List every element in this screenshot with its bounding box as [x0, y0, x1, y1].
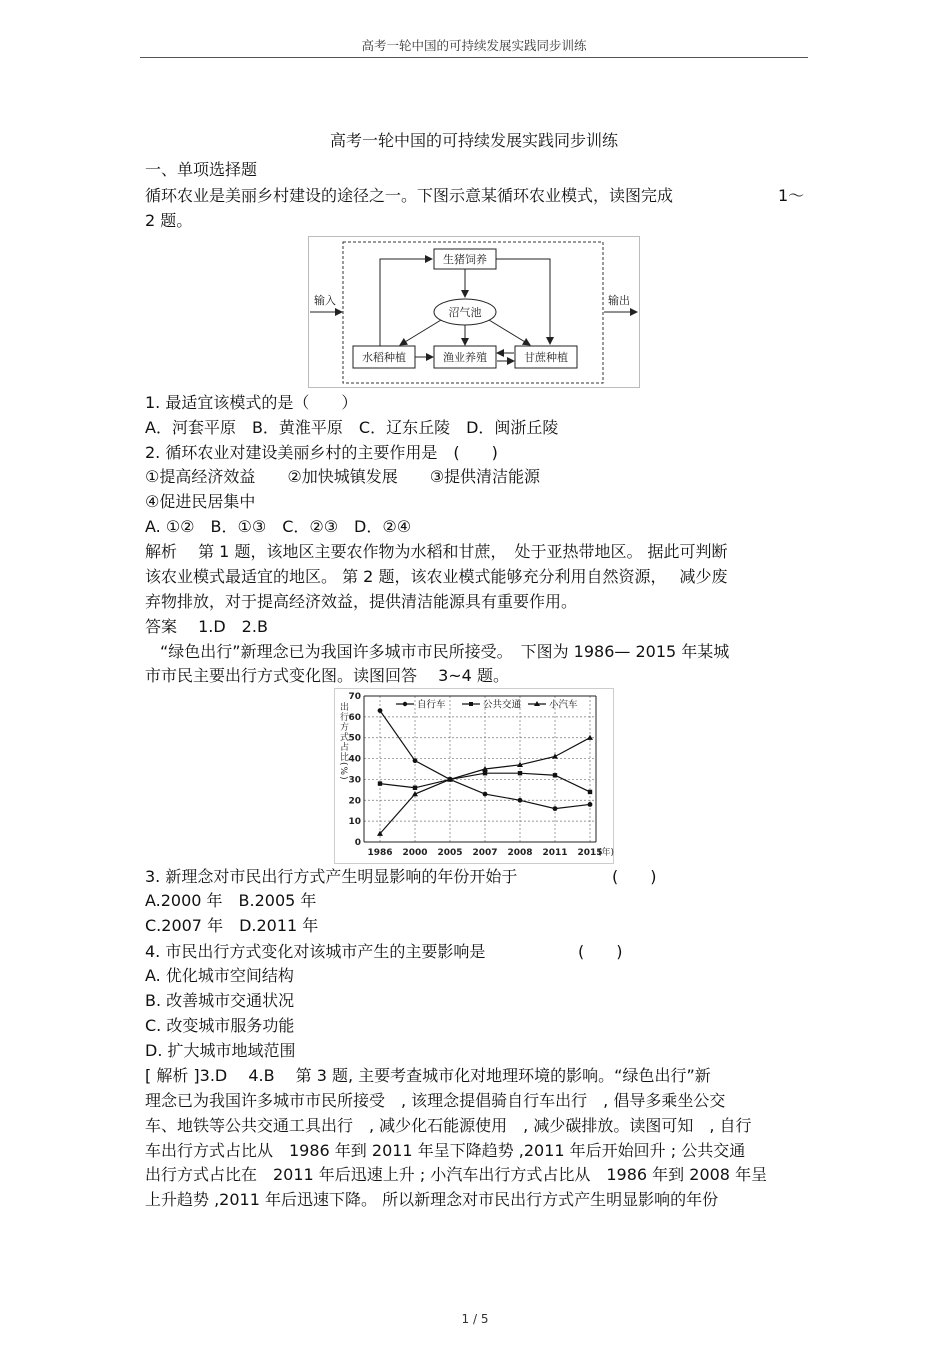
header-divider: [140, 57, 808, 58]
page-header: 高考一轮中国的可持续发展实践同步训练: [361, 38, 587, 53]
x-tick-label: 2007: [472, 848, 498, 858]
data-point: [518, 798, 523, 803]
data-point: [413, 786, 417, 790]
x-tick-label: 2005: [437, 848, 463, 858]
question-3-options-1: A.2000 年 B.2005 年: [145, 891, 317, 910]
question-4-option-c: C. 改变城市服务功能: [145, 1016, 295, 1035]
analysis-1-line-3: 弃物排放，对于提高经济效益，提供清洁能源具有重要作用。: [145, 592, 578, 611]
analysis-2-line-4: 车出行方式占比从 1986 年到 2011 年呈下降趋势 ,2011 年后开始回升 ; 公共交通: [145, 1141, 746, 1160]
data-point: [588, 802, 593, 807]
legend-label: 自行车: [417, 699, 446, 711]
question-4-paren: ( ): [578, 942, 623, 961]
answer-1: 答案 1.D 2.B: [145, 617, 268, 636]
fish-label: 渔业养殖: [443, 351, 487, 364]
legend-label: 小汽车: [549, 699, 578, 711]
question-4: 4. 市民出行方式变化对该城市产生的主要影响是: [145, 942, 486, 961]
section-heading: 一、单项选择题: [145, 160, 258, 179]
question-2-options: A. ①② B．①③ C．②③ D．②④: [145, 517, 412, 536]
document-title: 高考一轮中国的可持续发展实践同步训练: [329, 131, 618, 150]
analysis-1-line-1: 解析 第 1 题，该地区主要农作物为水稻和甘蔗， 处于亚热带地区。 据此可判断: [145, 542, 728, 561]
question-3: 3. 新理念对市民出行方式产生明显影响的年份开始于: [145, 867, 518, 886]
y-tick-label: 60: [348, 712, 361, 723]
intro-paragraph-1-cont: 2 题。: [145, 211, 193, 230]
intro-range: 1～: [778, 186, 805, 205]
question-2-items: ①提高经济效益 ②加快城镇发展 ③提供清洁能源: [145, 467, 541, 486]
travel-mode-chart: [334, 688, 614, 864]
y-tick-label: 20: [348, 796, 361, 807]
analysis-2-line-5: 出行方式占比在 2011 年后迅速上升 ; 小汽车出行方式占比从 1986 年到 2008 年呈: [145, 1165, 768, 1184]
analysis-2-line-2: 理念已为我国许多城市市民所接受 , 该理念提倡骑自行车出行 , 倡导多乘坐公交: [145, 1091, 726, 1110]
question-1: 1. 最适宜该模式的是（ ）: [145, 393, 358, 412]
y-tick-label: 50: [348, 733, 361, 744]
data-point: [553, 773, 557, 777]
data-point: [553, 806, 558, 811]
y-tick-label: 30: [348, 775, 361, 786]
biogas-label: 沼气池: [448, 306, 482, 319]
page-number: 1 / 5: [461, 1312, 489, 1326]
analysis-2-line-3: 车、地铁等公共交通工具出行 , 减少化石能源使用 , 减少碳排放。读图可知 , 自行: [145, 1116, 752, 1135]
legend-label: 公共交通: [483, 699, 522, 711]
data-point: [483, 771, 487, 775]
y-axis-label: 出行方式占比(%): [338, 702, 348, 781]
pig-label: 生猪饲养: [443, 253, 487, 266]
data-point: [378, 708, 383, 713]
cane-label: 甘蔗种植: [524, 351, 568, 364]
question-2: 2. 循环农业对建设美丽乡村的主要作用是 ( ): [145, 443, 498, 462]
question-4-option-a: A. 优化城市空间结构: [145, 966, 294, 985]
data-point: [378, 781, 382, 785]
circular-agriculture-diagram: [308, 236, 640, 388]
data-point: [588, 790, 592, 794]
x-tick-label: 2015: [577, 848, 603, 858]
data-point: [413, 758, 418, 763]
question-3-paren: ( ): [612, 867, 657, 886]
x-tick-label: 2008: [507, 848, 533, 858]
intro-paragraph-1: 循环农业是美丽乡村建设的途径之一。下图示意某循环农业模式，读图完成: [145, 186, 674, 205]
x-tick-label: 1986: [367, 848, 393, 858]
y-tick-label: 10: [348, 817, 361, 828]
y-tick-label: 40: [348, 754, 361, 765]
output-label: 输出: [608, 294, 630, 307]
question-4-option-d: D. 扩大城市地域范围: [145, 1041, 296, 1060]
input-label: 输入: [314, 294, 336, 307]
legend-marker: [469, 702, 473, 706]
data-point: [552, 753, 558, 758]
x-tick-label: 2011: [542, 848, 568, 858]
rice-label: 水稻种植: [362, 351, 406, 364]
intro-paragraph-2-cont: 市市民主要出行方式变化图。读图回答 3~4 题。: [145, 666, 509, 685]
data-point: [483, 792, 488, 797]
question-3-options-2: C.2007 年 D.2011 年: [145, 916, 319, 935]
intro-paragraph-2: “绿色出行”新理念已为我国许多城市市民所接受。 下图为 1986— 2015 年某城: [160, 642, 730, 661]
question-1-options: A．河套平原 B．黄淮平原 C．辽东丘陵 D．闽浙丘陵: [145, 418, 559, 437]
data-point: [518, 771, 522, 775]
legend-marker: [403, 702, 407, 706]
y-tick-label: 70: [348, 692, 361, 702]
data-point: [587, 735, 593, 740]
y-tick-label: 0: [354, 838, 361, 848]
x-tick-label: 2000: [402, 848, 428, 858]
x-axis-unit: (年): [598, 848, 614, 858]
question-4-option-b: B. 改善城市交通状况: [145, 991, 295, 1010]
analysis-2-line-6: 上升趋势 ,2011 年后迅速下降。 所以新理念对市民出行方式产生明显影响的年份: [145, 1190, 719, 1209]
question-2-items-cont: ④促进民居集中: [145, 492, 256, 511]
analysis-2-line-1: [ 解析 ]3.D 4.B 第 3 题, 主要考查城市化对地理环境的影响。“绿色出行”新: [145, 1066, 711, 1085]
analysis-1-line-2: 该农业模式最适宜的地区。 第 2 题，该农业模式能够充分利用自然资源， 减少废: [145, 567, 728, 586]
